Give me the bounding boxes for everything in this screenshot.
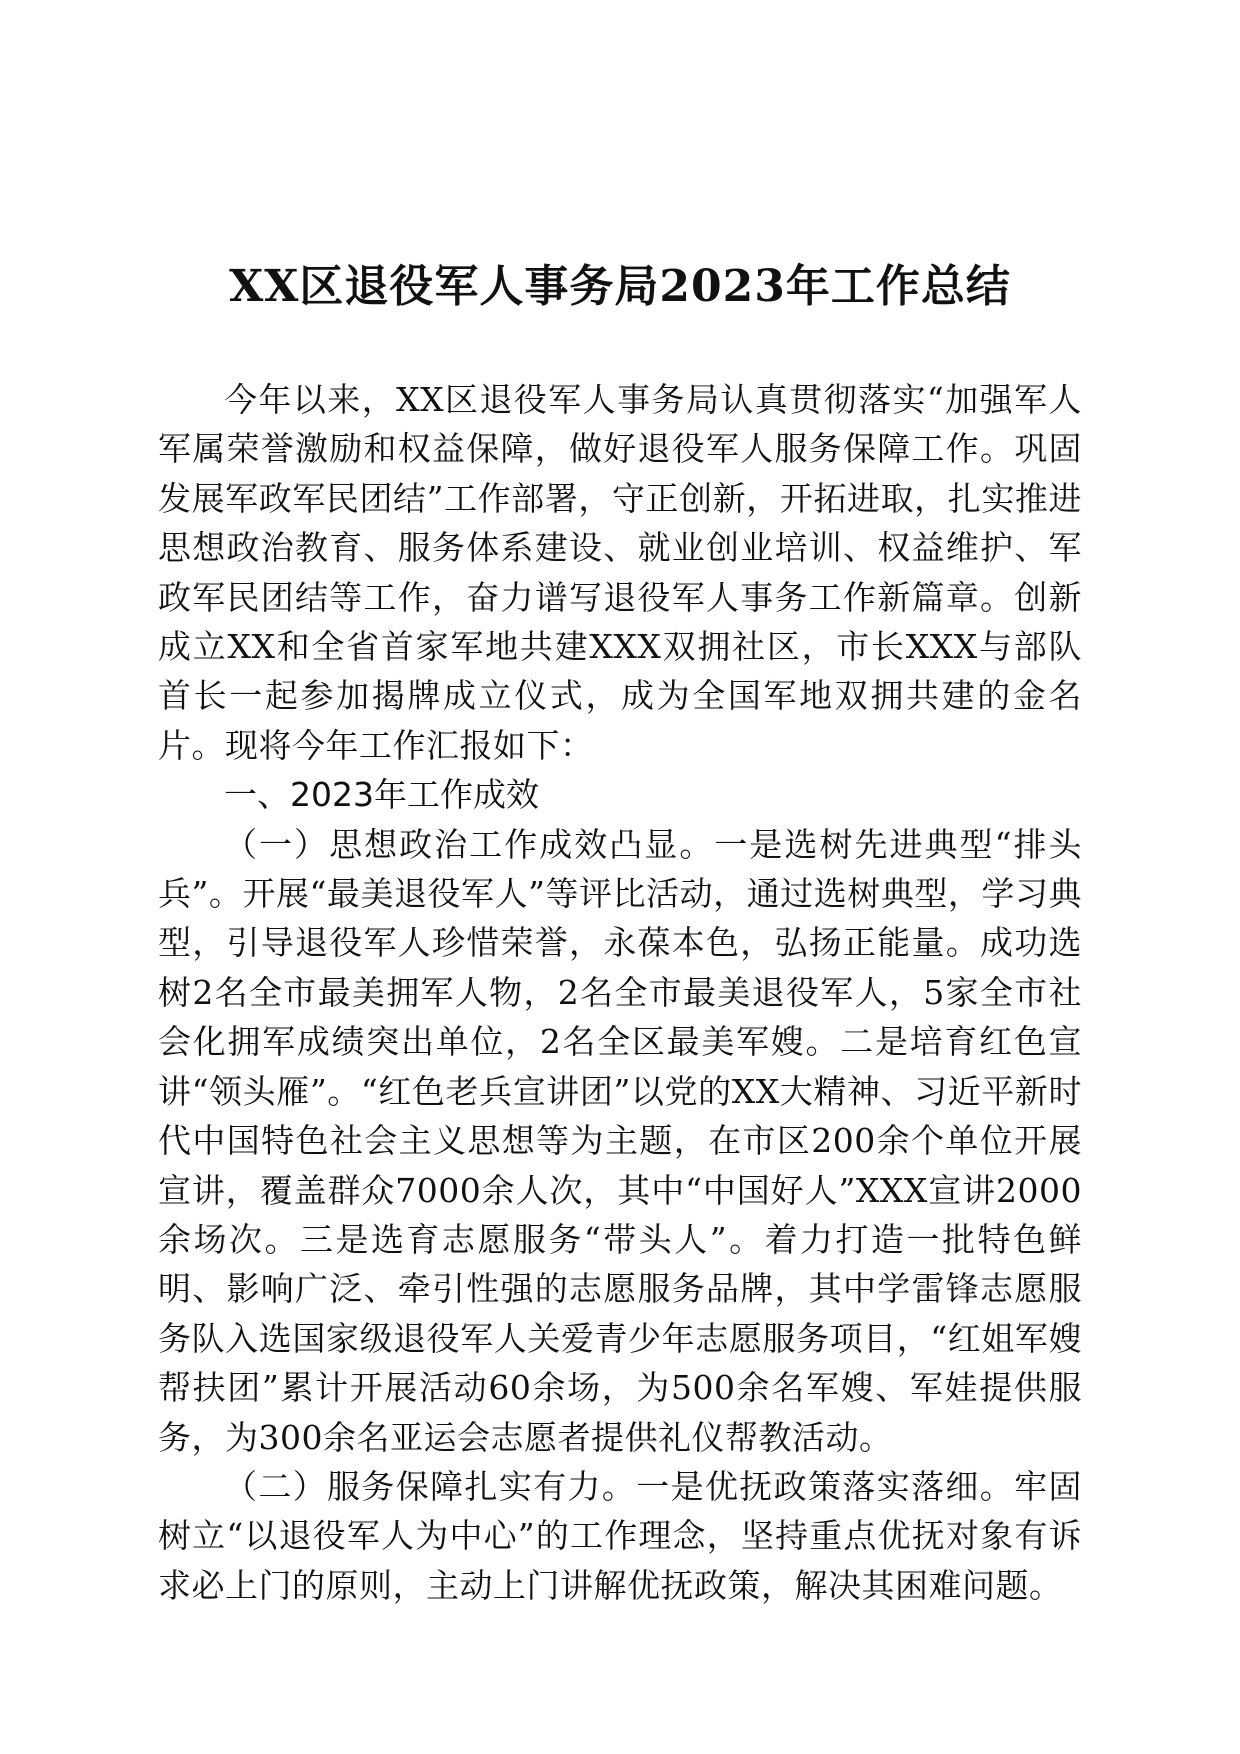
section-2-paragraph: （二）服务保障扎实有力。一是优抚政策落实落细。牢固树立“以退役军人为中心”的工作理念，坚持重点优抚对象有诉求必上门的原则，主动上门讲解优抚政策，解决其困难问题。 bbox=[158, 1466, 1082, 1605]
document-title: XX区退役军人事务局2023年工作总结 bbox=[229, 261, 1011, 313]
intro-paragraph: 今年以来，XX区退役军人事务局认真贯彻落实“加强军人军属荣誉激励和权益保障，做好退役军人服务保障工作。巩固发展军政军民团结”工作部署，守正创新，开拓进取，扎实推进思想政治教育、服务体系建设、就业创业培训、权益维护、军政军民团结等工作，奋力谱写退役军人事务工作新篇章。创新成立XX和全省首家军地共建XXX双拥社区，市长XXX与部队首长一起参加揭牌成立仪式，成为全国军地双拥共建的金名片。现将今年工作汇报如下： bbox=[158, 380, 1082, 765]
section-heading: 一、2023年工作成效 bbox=[224, 775, 539, 815]
section-1-paragraph: （一）思想政治工作成效凸显。一是选树先进典型“排头兵”。开展“最美退役军人”等评比活动，通过选树典型，学习典型，引导退役军人珍惜荣誉，永葆本色，弘扬正能量。成功选树2名全市最美拥军人物，2名全市最美退役军人，5家全市社会化拥军成绩突出单位，2名全区最美军嫂。二是培育红色宣讲“领头雁”。“红色老兵宣讲团”以党的XX大精神、习近平新时代中国特色社会主义思想等为主题，在市区200余个单位开展宣讲，覆盖群众7000余人次，其中“中国好人”XXX宣讲2000余场次。三是选育志愿服务“带头人”。着力打造一批特色鲜明、影响广泛、牵引性强的志愿服务品牌，其中学雷锋志愿服务队入选国家级退役军人关爱青少年志愿服务项目，“红姐军嫂帮扶团”累计开展活动60余场，为500余名军嫂、军娃提供服务，为300余名亚运会志愿者提供礼仪帮教活动。 bbox=[158, 824, 1082, 1457]
document-body bbox=[158, 375, 1082, 1610]
